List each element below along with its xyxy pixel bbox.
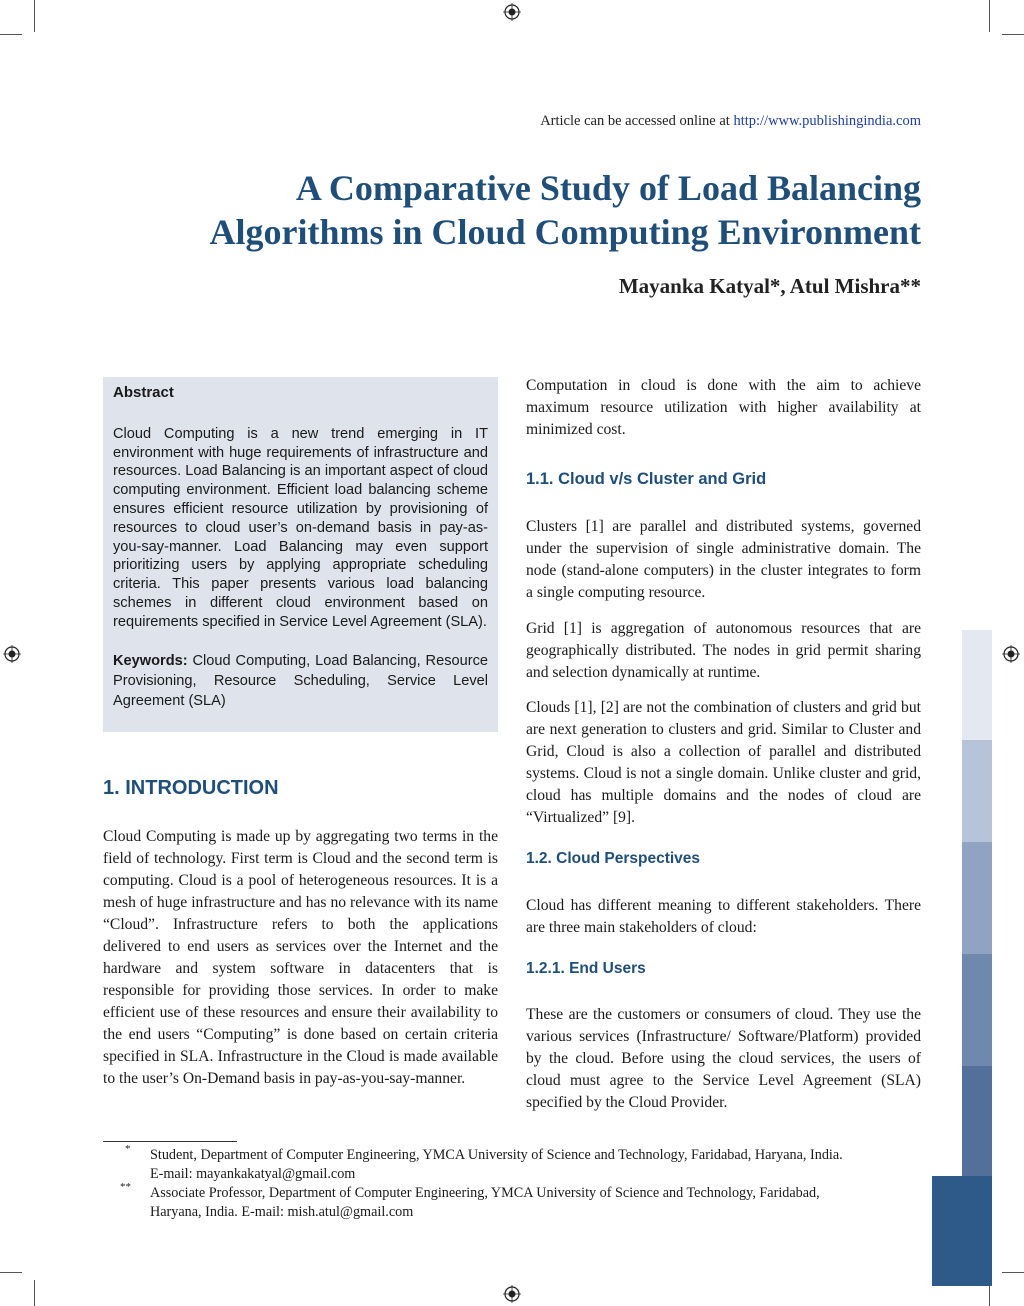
grid-paragraph: Grid [1] is aggregation of autonomous resources that are geographically distributed. The nodes in grid permit sharing and selection dynamically at runtime. [526, 620, 921, 681]
access-text: Article can be accessed online at [540, 113, 734, 129]
footnote-mark-1: * [125, 1143, 131, 1155]
crop-mark-bl-v [34, 1280, 35, 1306]
paper-title [121, 166, 921, 254]
footnote-2-line-2: Haryana, India. E-mail: mish.atul@gmail.com [150, 1204, 414, 1220]
color-bar-segment-1 [962, 630, 992, 740]
footnote-1-line-1: Student, Department of Computer Engineering, YMCA University of Science and Technology, Faridabad, Haryana, India. [150, 1147, 843, 1163]
stakeholders-paragraph: Cloud has different meaning to different stakeholders. There are three main stakeholders of cloud: [526, 897, 921, 936]
registration-mark-top-icon [503, 3, 521, 21]
abstract-heading: Abstract [113, 384, 174, 401]
footnote-rule [103, 1141, 237, 1142]
keywords-list: Cloud Computing, Load Balancing, Resource Provisioning, Resource Scheduling, Service Level Agreement (SLA) [113, 652, 488, 709]
keywords-label: Keywords: [113, 652, 188, 669]
access-line [540, 113, 921, 130]
clusters-paragraph: Clusters [1] are parallel and distributed systems, governed under the supervision of single administrative domain. The node (stand-alone computers) in the cluster integrates to form a single computing resource. [526, 518, 921, 601]
crop-mark-tr-h [1002, 34, 1024, 35]
cluster-grid-heading: 1.1. Cloud v/s Cluster and Grid [526, 470, 767, 488]
authors: Mayanka Katyal*, Atul Mishra** [618, 274, 921, 298]
registration-mark-bottom-icon [503, 1285, 521, 1303]
intro-heading: 1. INTRODUCTION [103, 777, 279, 799]
keywords [113, 651, 488, 711]
color-bar-segment-2 [962, 740, 992, 842]
end-users-paragraph: These are the customers or consumers of cloud. They use the various services (Infrastructure/ Software/Platform) provided by the cloud. Before using the cloud services, the users of cloud must agree to the Service Level Agreement (SLA) specified by the Cloud Provider. [526, 1006, 921, 1111]
computation-paragraph: Computation in cloud is done with the aim to achieve maximum resource utilization with higher availability at minimized cost. [526, 377, 921, 438]
crop-mark-br-h [1002, 1272, 1024, 1273]
crop-mark-tr-v [989, 0, 990, 32]
crop-mark-tl-v [34, 0, 35, 32]
title-line-2: Algorithms in Cloud Computing Environment [209, 212, 921, 252]
registration-mark-left-icon [3, 645, 21, 663]
crop-mark-tl-h [0, 34, 22, 35]
color-bar-segment-6 [932, 1176, 992, 1286]
clouds-paragraph: Clouds [1], [2] are not the combination of clusters and grid but are next generation to clusters and grid. Similar to Cluster and Grid, Cloud is also a collection of parallel and distributed systems. Cloud is not a single domain. Unlike cluster and grid, cloud has multiple domains and the nodes of cloud are “Virtualized” [9]. [526, 699, 921, 826]
crop-mark-bl-h [0, 1272, 22, 1273]
end-users-heading: 1.2.1. End Users [526, 960, 646, 977]
abstract-body: Cloud Computing is a new trend emerging in IT environment with huge requirements of infrastructure and resources. Load Balancing is an important aspect of cloud computing environment. Efficient load balancing scheme ensures efficient resource utilization by provisioning of resources to cloud user’s on-demand basis in pay-as-you-say-manner. Load Balancing may even support prioritizing users by applying appropriate scheduling criteria. This paper presents various load balancing schemes in different cloud environment based on requirements specified in Service Level Agreement (SLA). [113, 425, 488, 630]
footnote-1 [150, 1146, 930, 1184]
color-bar-segment-5 [962, 1066, 992, 1176]
registration-mark-right-icon [1002, 645, 1020, 663]
title-line-1: A Comparative Study of Load Balancing [295, 168, 921, 208]
footnote-1-line-2: E-mail: mayankakatyal@gmail.com [150, 1166, 356, 1182]
footnote-mark-2: ** [120, 1181, 131, 1193]
color-bar-segment-4 [962, 954, 992, 1066]
perspectives-heading: 1.2. Cloud Perspectives [526, 850, 701, 867]
footnote-2-line-1: Associate Professor, Department of Computer Engineering, YMCA University of Science and Technology, Faridabad, [150, 1185, 820, 1201]
color-bar-segment-3 [962, 842, 992, 954]
abstract-box [103, 377, 498, 732]
intro-paragraph: Cloud Computing is made up by aggregating two terms in the field of technology. First term is Cloud and the second term is computing. Cloud is a pool of heterogeneous resources. It is a mesh of huge infrastructure and has no relevance with its name “Cloud”. Infrastructure refers to both the applications delivered to end users as services over the Internet and the hardware and system software in datacenters that is responsible for providing those services. In order to make efficient use of these resources and ensure their availability to the end users “Computing” is done based on certain criteria specified in SLA. Infrastructure in the Cloud is made available to the user’s On-Demand basis in pay-as-you-say-manner. [103, 828, 498, 1087]
publisher-link[interactable]: http://www.publishingindia.com [733, 113, 921, 129]
footnote-2 [150, 1184, 930, 1222]
